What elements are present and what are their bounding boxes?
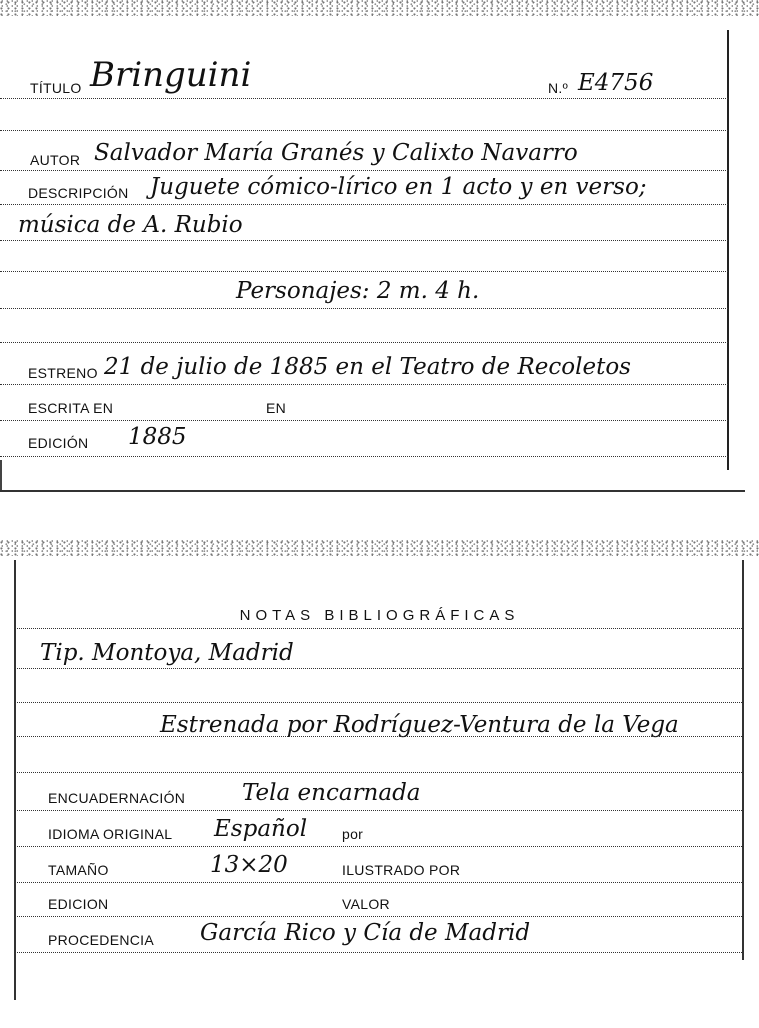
ruled-line: [14, 916, 744, 917]
ruled-line: [0, 420, 728, 421]
ruled-line: [14, 736, 744, 737]
ruled-line: [0, 456, 728, 457]
tamano-value: 13×20: [210, 852, 288, 878]
por-label: por: [342, 826, 364, 842]
card-top-edge: [0, 540, 759, 556]
procedencia-value: García Rico y Cía de Madrid: [200, 920, 531, 946]
numero-label: N.º: [548, 80, 569, 96]
nota-line-1: Tip. Montoya, Madrid: [40, 640, 294, 666]
numero-value: E4756: [578, 70, 654, 96]
notas-bibliograficas-heading: NOTAS BIBLIOGRÁFICAS: [239, 607, 520, 624]
titulo-value: Bringuini: [90, 55, 252, 95]
ruled-line: [14, 952, 744, 953]
idioma-label: IDIOMA ORIGINAL: [48, 826, 173, 842]
ruled-line: [0, 342, 728, 343]
encuadernacion-value: Tela encarnada: [242, 780, 421, 806]
card-bottom-border: [0, 490, 745, 492]
personajes-note: Personajes: 2 m. 4 h.: [236, 278, 480, 304]
idioma-value: Español: [214, 816, 308, 842]
nota-line-2: Estrenada por Rodríguez-Ventura de la Vega: [160, 712, 679, 738]
ruled-line: [14, 810, 744, 811]
en-label: EN: [266, 400, 287, 416]
descripcion-line1: Juguete cómico-lírico en 1 acto y en verso;: [150, 174, 647, 200]
autor-label: AUTOR: [30, 152, 81, 168]
ruled-line: [0, 240, 728, 241]
tamano-label: TAMAÑO: [48, 862, 109, 878]
ruled-line: [0, 308, 728, 309]
card-top-edge: [0, 0, 759, 16]
edicion-value: 1885: [128, 424, 187, 450]
descripcion-label: DESCRIPCIÓN: [28, 185, 129, 201]
ruled-line: [14, 882, 744, 883]
ruled-line: [14, 846, 744, 847]
ruled-line: [0, 204, 728, 205]
estreno-label: ESTRENO: [28, 365, 98, 381]
ruled-line: [0, 384, 728, 385]
ruled-line: [0, 130, 728, 131]
autor-value: Salvador María Granés y Calixto Navarro: [94, 140, 578, 166]
ruled-line: [0, 98, 728, 99]
descripcion-line2: música de A. Rubio: [18, 212, 243, 238]
card-right-border: [727, 30, 729, 470]
catalog-card-front: [0, 0, 759, 500]
valor-label: VALOR: [342, 896, 390, 912]
ruled-line: [0, 271, 728, 272]
card-left-border: [0, 460, 2, 490]
ruled-line: [14, 668, 744, 669]
edicion-label: EDICIÓN: [28, 435, 89, 451]
ruled-line: [14, 772, 744, 773]
titulo-label: TÍTULO: [30, 80, 82, 96]
edicion-label: EDICION: [48, 896, 109, 912]
encuadernacion-label: ENCUADERNACIÓN: [48, 790, 186, 806]
catalog-card-back: [0, 540, 759, 1028]
estreno-value: 21 de julio de 1885 en el Teatro de Recoletos: [104, 354, 631, 380]
card-left-border: [14, 560, 16, 1000]
procedencia-label: PROCEDENCIA: [48, 932, 154, 948]
ruled-line: [14, 628, 744, 629]
ruled-line: [14, 702, 744, 703]
ilustrado-por-label: ILUSTRADO POR: [342, 862, 461, 878]
escrita-en-label: ESCRITA EN: [28, 400, 114, 416]
ruled-line: [0, 170, 728, 171]
